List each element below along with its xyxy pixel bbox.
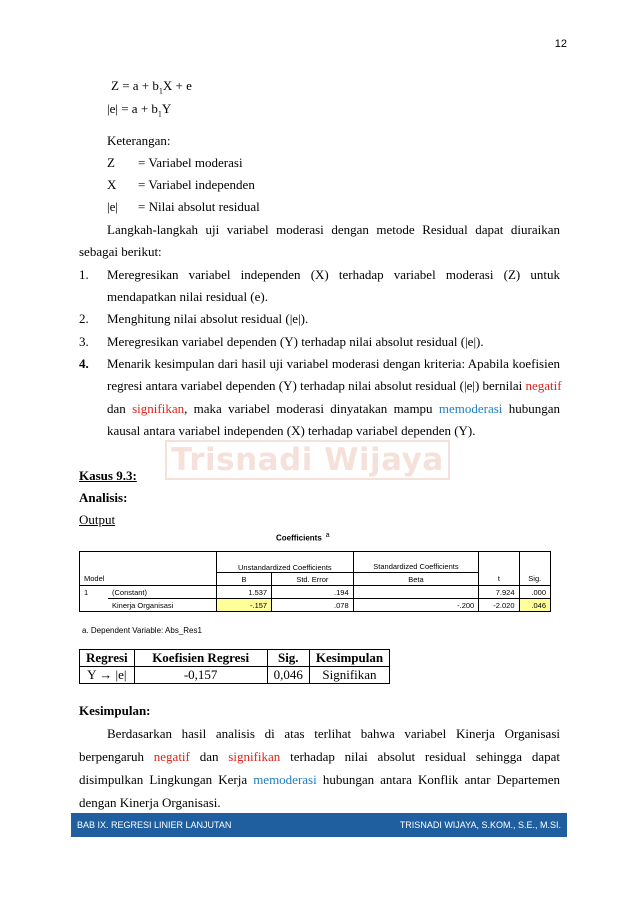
model-header xyxy=(80,552,217,573)
summary-table: Regresi Koefisien Regresi Sig. Kesimpulan Y → |e| -0,157 0,046 Signifikan xyxy=(79,649,390,684)
intro-line: Langkah-langkah uji variabel moderasi dengan metode Residual dapat diuraikan xyxy=(107,222,560,237)
keterangan-desc: = Nilai absolut residual xyxy=(138,199,260,214)
kasus-heading: Kasus 9.3: xyxy=(79,468,137,483)
step-text: Menghitung nilai absolut residual (|e|). xyxy=(107,311,309,326)
footer-right: TRISNADI WIJAYA, S.KOM., S.E., M.SI. xyxy=(399,820,561,830)
step-number: 4. xyxy=(79,356,89,371)
keterangan-desc: = Variabel moderasi xyxy=(138,155,243,170)
coefficients-table xyxy=(79,551,551,612)
keterangan-desc: = Variabel independen xyxy=(138,177,255,192)
table-row: Y → |e| -0,157 0,046 Signifikan xyxy=(80,667,390,684)
step-text: Meregresikan variabel independen (X) terhadap variabel moderasi (Z) untuk xyxy=(107,267,560,282)
step-text: Meregresikan variabel dependen (Y) terhadap nilai absolut residual (|e|). xyxy=(107,334,484,349)
spss-footnote: a. Dependent Variable: Abs_Res1 xyxy=(82,626,202,635)
std-header: Standardized Coefficients xyxy=(353,552,479,573)
analisis-heading: Analisis: xyxy=(79,490,128,505)
beta-header: Beta xyxy=(353,573,479,586)
step-text: Menarik kesimpulan dari hasil uji variabel moderasi dengan kriteria: Apabila koefisien xyxy=(107,356,560,371)
table-row: 1 (Constant) 1.537 .194 7.924 .000 xyxy=(80,586,551,599)
kesimpulan-line: disimpulkan Lingkungan Kerja memoderasi hubungan antara Konflik antar Departemen xyxy=(79,772,561,787)
model-label: Model xyxy=(80,573,217,586)
equation-1: $Z = a + b_1X + e$ xyxy=(111,78,192,96)
footer-left: BAB IX. REGRESI LINIER LANJUTAN xyxy=(77,820,232,830)
keterangan-sym: X xyxy=(107,177,117,192)
keterangan-title: Keterangan: xyxy=(107,133,171,148)
table-row: Kinerja Organisasi -.157 .078 -.200 -2.020 .046 xyxy=(80,599,551,612)
keterangan-sym: Z xyxy=(107,155,115,170)
watermark: Trisnadi Wijaya xyxy=(165,440,450,480)
intro-line: sebagai berikut: xyxy=(79,244,162,259)
se-header: Std. Error xyxy=(272,573,354,586)
b-header: B xyxy=(217,573,272,586)
step-text: kausal antara variabel independen (X) terhadap variabel dependen (Y). xyxy=(107,423,476,438)
step-text: mendapatkan nilai residual (e). xyxy=(107,289,268,304)
kesimpulan-line: dengan Kinerja Organisasi. xyxy=(79,795,221,810)
step-number: 3. xyxy=(79,334,89,349)
page-number: 12 xyxy=(554,38,567,50)
sig-header: Sig. xyxy=(519,573,550,586)
step-number: 1. xyxy=(79,267,89,282)
step-text: regresi antara variabel dependen (Y) terhadap nilai absolut residual (|e|) bernilai negatif xyxy=(107,378,562,393)
equation-2: $|e| = a + b_1Y$ xyxy=(107,101,172,119)
t-header: t xyxy=(479,573,519,586)
kesimpulan-line: berpengaruh negatif dan signifikan terhadap nilai absolut residual sehingga dapat xyxy=(79,749,561,764)
step-text: dan signifikan, maka variabel moderasi dinyatakan mampu memoderasi hubungan xyxy=(107,401,561,416)
keterangan-sym: |e| xyxy=(107,199,118,214)
spss-title: Coefficients $^a$ xyxy=(276,532,330,543)
footer-bar xyxy=(71,813,567,837)
kesimpulan-heading: Kesimpulan: xyxy=(79,703,151,718)
kesimpulan-line: Berdasarkan hasil analisis di atas terlihat bahwa variabel Kinerja Organisasi xyxy=(107,726,560,741)
output-heading: Output xyxy=(79,512,116,527)
step-number: 2. xyxy=(79,311,89,326)
unstd-header: Unstandardized Coefficients xyxy=(217,552,354,573)
